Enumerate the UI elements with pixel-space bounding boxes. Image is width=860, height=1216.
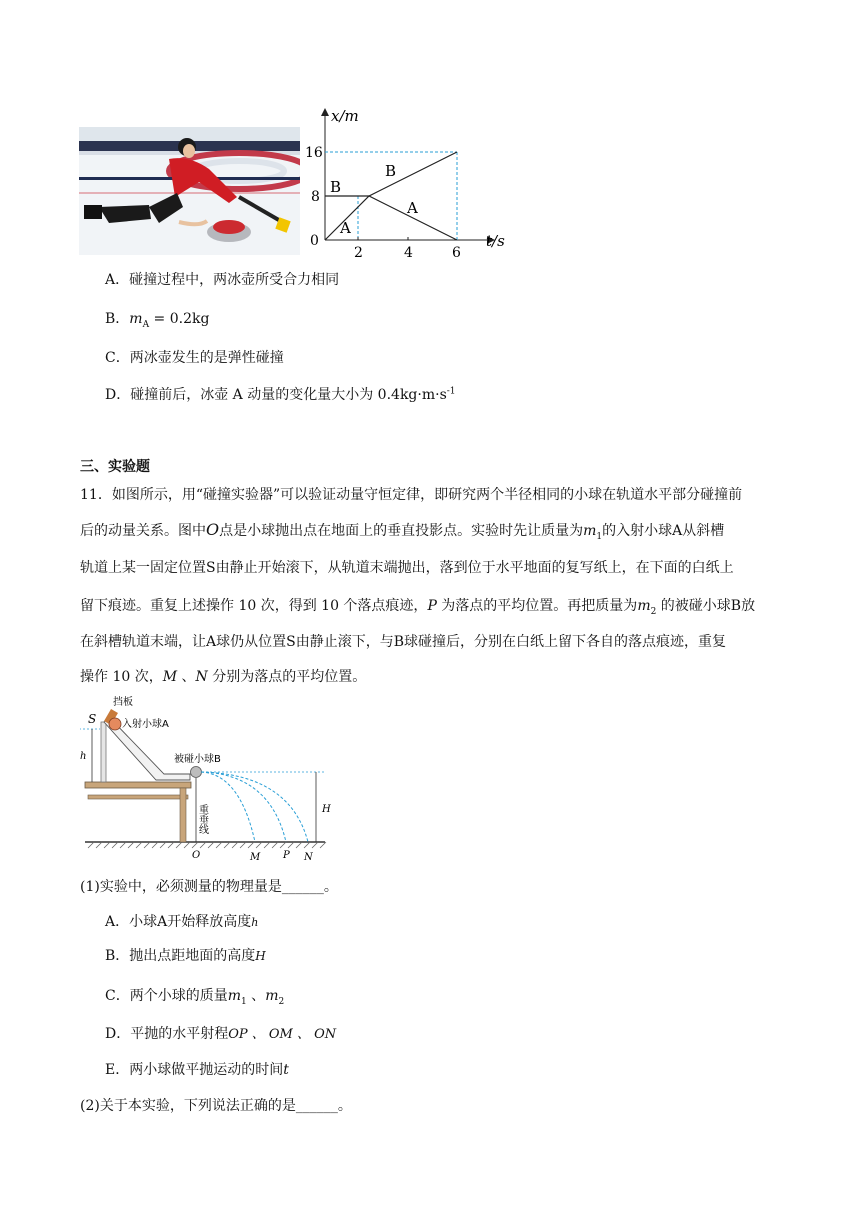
q11-line-5: 在斜槽轨道末端，让A球仍从位置S由静止滚下，与B球碰撞后，分别在白纸上留下各自的落点痕迹，重复 bbox=[80, 634, 726, 650]
q10-option-b-prefix: B． bbox=[105, 311, 130, 327]
q11-line-2 bbox=[80, 520, 724, 542]
table-shelf bbox=[88, 795, 188, 799]
q11-line-2-c: 的入射小球A从斜槽 bbox=[602, 523, 725, 539]
q11-line-4-c: 的被碰小球B放 bbox=[656, 598, 756, 614]
point-o: O bbox=[206, 520, 220, 539]
mass-m1-sub: 1 bbox=[596, 531, 603, 542]
sub1-option-c-sub1: 1 bbox=[241, 996, 247, 1007]
ball-a bbox=[109, 718, 121, 730]
q11-line-6-sep: 、 bbox=[177, 669, 196, 685]
q11-line-4-b: 为落点的平均位置。再把质量为 bbox=[436, 598, 638, 614]
trajectory-m bbox=[201, 772, 255, 842]
q10-option-d-text: D．碰撞前后，冰壶 A 动量的变化量大小为 0.4kg·m·s bbox=[105, 387, 447, 403]
series-b-label-right: B bbox=[385, 162, 397, 180]
label-n: N bbox=[304, 852, 313, 862]
q11-line-4 bbox=[80, 595, 755, 617]
sub1-option-a-var: h bbox=[251, 916, 259, 929]
q11-line-6-a: 操作 10 次， bbox=[80, 669, 163, 685]
label-p: P bbox=[283, 850, 290, 861]
sub1-option-b-text: B．抛出点距地面的高度 bbox=[105, 948, 256, 964]
q10-option-b-value: = 0.2kg bbox=[149, 311, 210, 327]
ball-b bbox=[191, 767, 202, 778]
x-axis-label: t/s bbox=[486, 232, 505, 250]
y-tick-16: 16 bbox=[305, 145, 323, 161]
sub1-option-b bbox=[105, 945, 266, 965]
y-tick-0: 0 bbox=[310, 233, 319, 249]
x-tick-4: 4 bbox=[404, 245, 413, 261]
point-m: M bbox=[162, 669, 178, 685]
sub1-stem: (1)实验中，必须测量的物理量是______。 bbox=[80, 879, 338, 895]
label-h: h bbox=[80, 751, 87, 762]
sub1-option-c bbox=[105, 985, 284, 1007]
x-t-graph bbox=[305, 100, 515, 265]
q11-line-2-a: 后的动量关系。图中 bbox=[80, 523, 206, 539]
mass-m2: m bbox=[637, 598, 651, 614]
collision-apparatus-diagram bbox=[80, 692, 340, 862]
point-p: P bbox=[427, 598, 437, 614]
label-m: M bbox=[250, 852, 261, 862]
q11-line-2-b: 点是小球抛出点在地面上的垂直投影点。实验时先让质量为 bbox=[219, 523, 584, 539]
label-ball-b: 被碰小球B bbox=[174, 754, 221, 765]
sub1-option-d-text: D．平抛的水平射程 bbox=[105, 1026, 229, 1042]
q10-option-d-sup: -1 bbox=[446, 386, 456, 397]
sub1-option-b-var: H bbox=[255, 949, 266, 963]
sub1-option-a bbox=[105, 911, 258, 931]
sub2-stem: (2)关于本实验，下列说法正确的是______。 bbox=[80, 1098, 352, 1114]
q10-option-c: C．两冰壶发生的是弹性碰撞 bbox=[105, 350, 284, 366]
y-axis-label: x/m bbox=[331, 107, 359, 125]
series-a-label-small: A bbox=[340, 219, 351, 237]
sub1-option-e bbox=[105, 1059, 289, 1079]
point-n: N bbox=[195, 669, 208, 685]
section-title: 三、实验题 bbox=[80, 459, 150, 475]
q10-option-d bbox=[105, 384, 456, 404]
q10-option-b-sub: A bbox=[142, 319, 150, 330]
label-o: O bbox=[192, 850, 201, 861]
series-b-label-left: B bbox=[330, 178, 342, 196]
sub1-option-e-var: t bbox=[283, 1062, 289, 1078]
q11-line-6-b: 分别为落点的平均位置。 bbox=[207, 669, 367, 685]
trajectory-p bbox=[201, 772, 286, 842]
series-a-label-right: A bbox=[407, 199, 418, 217]
label-ball-a: 入射小球A bbox=[122, 719, 169, 730]
curling-photo bbox=[79, 127, 300, 255]
q11-line-6 bbox=[80, 666, 366, 686]
q10-option-a: A．碰撞过程中，两冰壶所受合力相同 bbox=[105, 272, 340, 288]
trajectory-n bbox=[201, 772, 308, 842]
sub1-option-a-text: A．小球A开始释放高度 bbox=[105, 914, 252, 930]
label-H: H bbox=[322, 804, 331, 815]
label-baffle: 挡板 bbox=[113, 697, 133, 708]
sub1-option-c-m1: m bbox=[227, 988, 241, 1004]
mass-m2-sub: 2 bbox=[650, 606, 657, 617]
label-s: S bbox=[88, 712, 97, 726]
q10-option-b-var: m bbox=[129, 311, 143, 327]
q11-line-1: 11．如图所示，用“碰撞实验器”可以验证动量守恒定律，即研究两个半径相同的小球在轨道水平部分碰撞前 bbox=[80, 487, 743, 503]
q10-option-b bbox=[105, 308, 209, 330]
x-tick-2: 2 bbox=[354, 245, 363, 261]
q11-line-3: 轨道上某一固定位置S由静止开始滚下，从轨道末端抛出，落到位于水平地面的复写纸上，在下面的白纸上 bbox=[80, 560, 734, 576]
sub1-option-c-sub2: 2 bbox=[278, 996, 285, 1007]
label-plumb-line: 重垂线 bbox=[196, 804, 208, 834]
chute-pole bbox=[101, 722, 106, 782]
y-tick-8: 8 bbox=[311, 189, 320, 205]
sub1-option-e-text: E．两小球做平抛运动的时间 bbox=[105, 1062, 284, 1078]
q11-line-4-a: 留下痕迹。重复上述操作 10 次，得到 10 个落点痕迹， bbox=[80, 598, 428, 614]
x-tick-6: 6 bbox=[452, 245, 461, 261]
y-axis-arrow bbox=[321, 108, 329, 116]
sub1-option-c-text: C．两个小球的质量 bbox=[105, 988, 228, 1004]
sub1-option-d bbox=[105, 1023, 336, 1043]
mass-m1: m bbox=[583, 523, 597, 539]
ground-hatch bbox=[88, 842, 326, 848]
sub1-option-d-vars: OP 、 OM 、 ON bbox=[228, 1027, 337, 1042]
sub1-option-c-sep: 、 bbox=[246, 988, 266, 1004]
sub1-option-c-m2: m bbox=[265, 988, 279, 1004]
curling-illustration bbox=[79, 127, 300, 255]
table-top bbox=[85, 782, 191, 788]
table-leg bbox=[180, 788, 186, 842]
